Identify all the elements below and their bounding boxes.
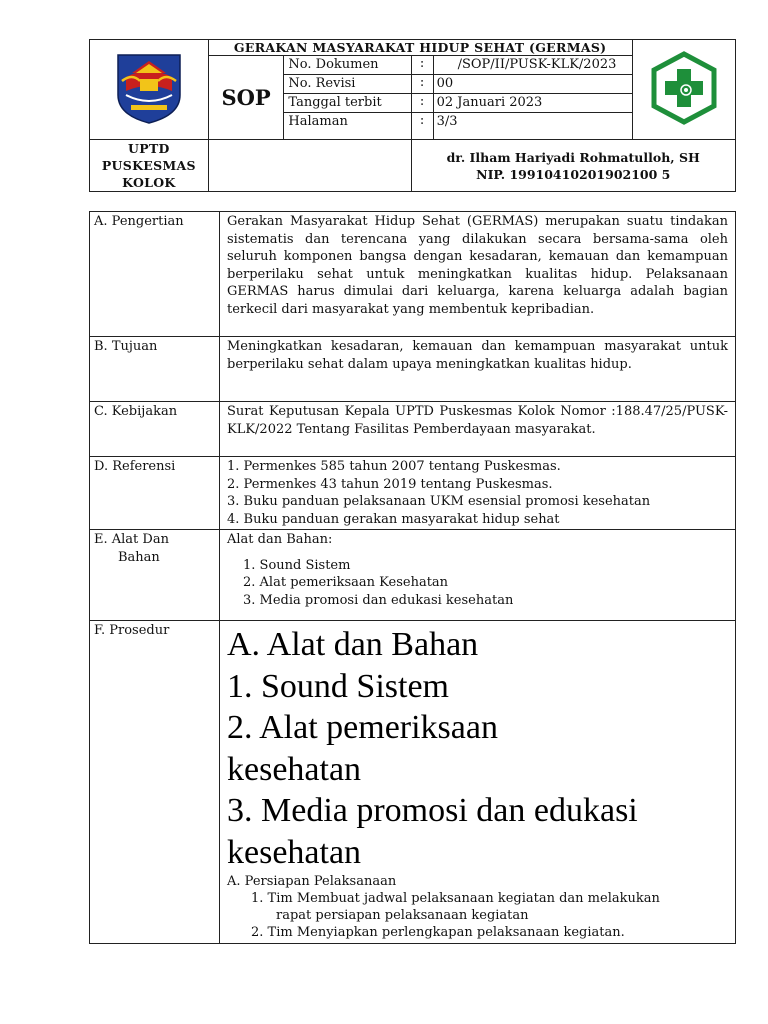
field-value-dokumen: /SOP/II/PUSK-KLK/2023	[433, 56, 632, 75]
field-value-tanggal: 02 Januari 2023	[433, 94, 632, 113]
sop-content-table	[89, 211, 736, 944]
list-item: 2. Permenkes 43 tahun 2019 tentang Puskesmas.	[227, 476, 553, 492]
prosedur-big-line: 1. Sound Sistem	[227, 667, 449, 705]
list-item: 1. Permenkes 585 tahun 2007 tentang Puskesmas.	[227, 459, 561, 474]
section-label-referensi: D. Referensi	[90, 457, 220, 530]
section-referensi-cell	[220, 457, 736, 530]
puskesmas-name-cell	[90, 140, 209, 192]
field-colon: :	[411, 94, 433, 113]
prosedur-big-line: kesehatan	[227, 833, 362, 871]
section-prosedur-cell	[220, 621, 736, 944]
section-label-pengertian: A. Pengertian	[90, 212, 220, 337]
signatory-name: dr. Ilham Hariyadi Rohmatulloh, SH	[446, 149, 700, 165]
referensi-list	[227, 458, 728, 528]
list-item: 1. Sound Sistem	[243, 557, 351, 573]
signatory-nip: NIP. 19910410201902100 5	[476, 166, 671, 182]
section-text-tujuan: Meningkatkan kesadaran, kemauan dan kemampuan masyarakat untuk berperilaku sehat dalam upaya meningkatkan kualitas hidup.	[220, 337, 736, 402]
field-label-revisi: No. Revisi	[284, 75, 411, 94]
persiapan-item: 1. Tim Membuat jadwal pelaksanaan kegiatan dan melakukan	[251, 891, 660, 906]
persiapan-title: A. Persiapan Pelaksanaan	[227, 874, 397, 889]
list-item: 3. Buku panduan pelaksanaan UKM esensial promosi kesehatan	[227, 494, 651, 509]
puskesmas-name-line1: UPTD PUSKESMAS	[101, 141, 196, 173]
sop-label: SOP	[208, 56, 284, 140]
list-item: 4. Buku panduan gerakan masyarakat hidup sehat	[227, 511, 560, 527]
list-item: 2. Alat pemeriksaan Kesehatan	[243, 575, 449, 590]
field-colon: :	[411, 56, 433, 75]
field-value-revisi: 00	[433, 75, 632, 94]
sop-header-table	[89, 39, 736, 192]
field-label-halaman: Halaman	[284, 113, 411, 140]
prosedur-big-line: A. Alat dan Bahan	[227, 626, 479, 663]
signatory-cell	[411, 140, 736, 192]
health-logo-cell	[632, 40, 735, 140]
prosedur-big-line: kesehatan	[227, 750, 362, 788]
section-label-kebijakan: C. Kebijakan	[90, 402, 220, 457]
section-label-tujuan: B. Tujuan	[90, 337, 220, 402]
puskesmas-name-line2: KOLOK	[122, 175, 176, 190]
prosedur-large-text	[227, 624, 728, 873]
section-text-pengertian: Gerakan Masyarakat Hidup Sehat (GERMAS) merupakan suatu tindakan sistematis dan terencana yang dilakukan secara bersama-sama oleh seluruh komponen bangsa dengan kesadaran, kemauan dan kemampuan berperilaku sehat untuk meningkatkan kualitas hidup. Pelaksanaan GERMAS harus dimulai dari keluarga, karena keluarga adalah bagian terkecil dari masyarakat yang membentuk kepribadian.	[220, 212, 736, 337]
prosedur-big-line: 3. Media promosi dan edukasi	[227, 792, 638, 829]
field-label-dokumen: No. Dokumen	[284, 56, 411, 75]
list-item: 3. Media promosi dan edukasi kesehatan	[243, 592, 514, 608]
blank-cell	[208, 140, 411, 192]
field-colon: :	[411, 113, 433, 140]
alat-list	[243, 557, 728, 610]
persiapan-item: 2. Tim Menyiapkan perlengkapan pelaksanaan kegiatan.	[251, 925, 625, 940]
field-colon: :	[411, 75, 433, 94]
section-label-alat	[90, 530, 220, 621]
prosedur-big-line: 2. Alat pemeriksaan	[227, 709, 498, 746]
regional-emblem-icon	[114, 51, 184, 125]
alat-intro: Alat dan Bahan:	[227, 532, 333, 547]
section-text-kebijakan: Surat Keputusan Kepala UPTD Puskesmas Kolok Nomor :188.47/25/PUSK-KLK/2022 Tentang Fasilitas Pemberdayaan masyarakat.	[220, 402, 736, 457]
puskesmas-cross-icon	[648, 50, 720, 126]
field-value-halaman: 3/3	[433, 113, 632, 140]
persiapan-item-continued: rapat persiapan pelaksanaan kegiatan	[276, 908, 529, 923]
section-label-prosedur: F. Prosedur	[90, 621, 220, 944]
section-label-alat-line1: E. Alat Dan	[94, 532, 169, 547]
section-label-alat-line2: Bahan	[118, 549, 160, 565]
field-label-tanggal: Tanggal terbit	[284, 94, 411, 113]
document-title: GERAKAN MASYARAKAT HIDUP SEHAT (GERMAS)	[208, 40, 632, 56]
regional-logo-cell	[90, 40, 209, 140]
section-alat-cell	[220, 530, 736, 621]
